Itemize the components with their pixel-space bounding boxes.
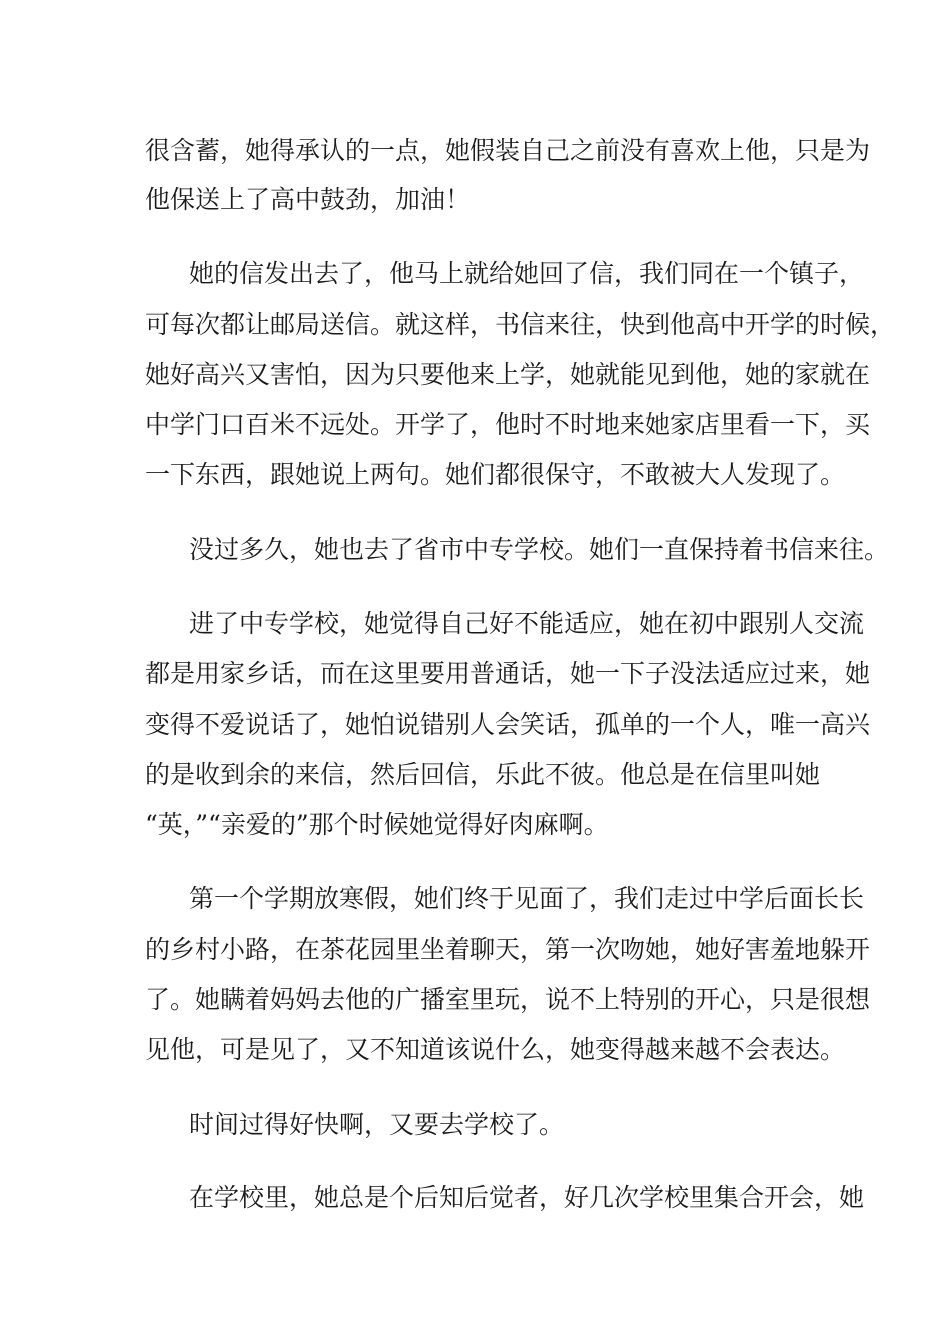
text-line: 没过多久，她也去了省市中专学校。她们一直保持着书信来往。 [189,535,890,564]
text-line: 一下东西，跟她说上两句。她们都很保守，不敢被大人发现了。 [145,460,846,489]
text-line: 进了中专学校，她觉得自己好不能适应，她在初中跟别人交流 [189,609,865,638]
text-line: 她好高兴又害怕，因为只要他来上学，她就能见到他，她的家就在 [145,360,871,389]
text-line: 变得不爱说话了，她怕说错别人会笑话，孤单的一个人，唯一高兴 [145,710,871,739]
text-line: 中学门口百米不远处。开学了，他时不时地来她家店里看一下，买 [145,410,871,439]
text-line: 都是用家乡话，而在这里要用普通话，她一下子没法适应过来，她 [145,659,871,688]
text-line: 很含蓄，她得承认的一点，她假装自己之前没有喜欢上他，只是为 [145,136,871,165]
text-line: “英，”“亲爱的”那个时候她觉得好肉麻啊。 [145,810,609,839]
text-line: 他保送上了高中鼓劲，加油！ [145,185,471,214]
text-line: 她的信发出去了，他马上就给她回了信，我们同在一个镇子， [189,259,865,288]
text-line: 可每次都让邮局送信。就这样，书信来往，快到他高中开学的时候， [145,310,896,339]
text-line: 第一个学期放寒假，她们终于见面了，我们走过中学后面长长 [189,884,865,913]
text-line: 见他，可是见了，又不知道该说什么，她变得越来越不会表达。 [145,1035,846,1064]
text-line: 了。她瞒着妈妈去他的广播室里玩，说不上特别的开心，只是很想 [145,985,871,1014]
text-line: 的是收到余的来信，然后回信，乐此不彼。他总是在信里叫她 [145,760,821,789]
text-line: 时间过得好快啊，又要去学校了。 [189,1110,565,1139]
text-line: 的乡村小路，在茶花园里坐着聊天，第一次吻她，她好害羞地躲开 [145,935,871,964]
text-line: 在学校里，她总是个后知后觉者，好几次学校里集合开会，她 [189,1183,865,1212]
